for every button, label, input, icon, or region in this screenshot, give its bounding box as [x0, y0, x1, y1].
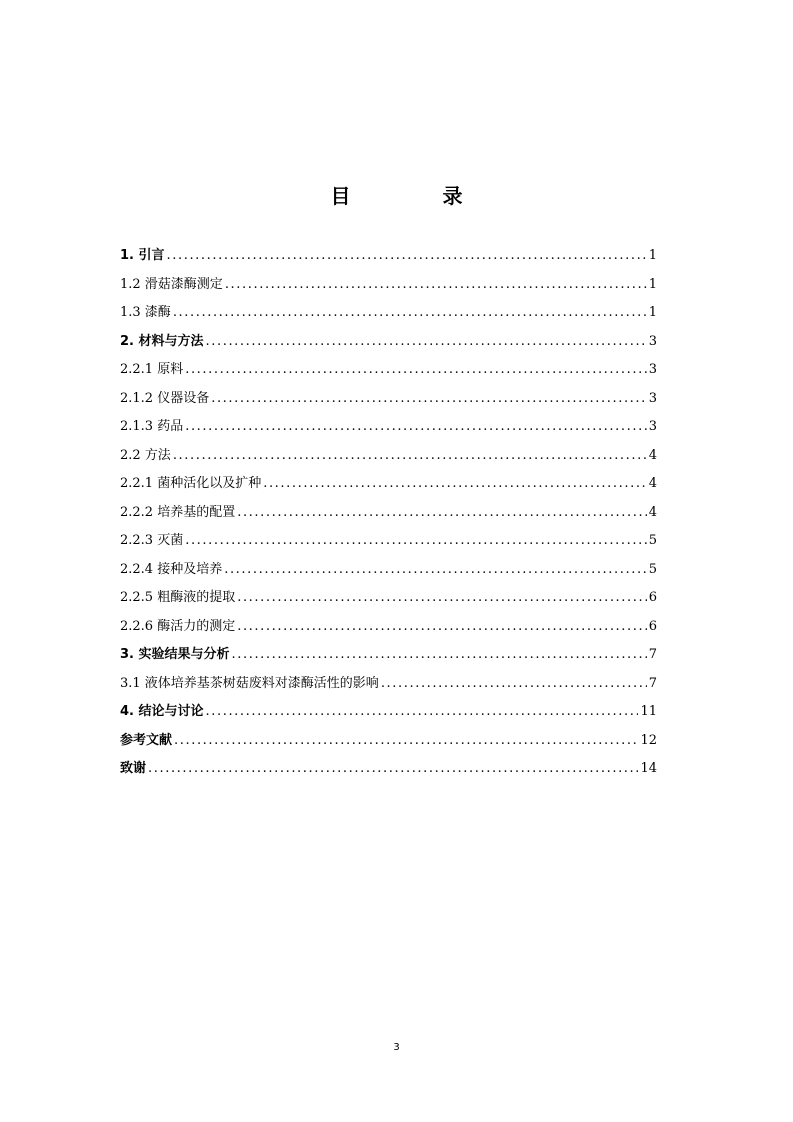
toc-entry-page: 1 — [648, 305, 657, 320]
toc-entry[interactable] — [120, 328, 657, 357]
toc-dot-leader — [263, 470, 647, 499]
toc-entry-label: 2.2.3 灭菌 — [120, 533, 184, 548]
toc-dot-leader — [185, 413, 647, 442]
toc-entry-page: 7 — [648, 647, 657, 662]
toc-entry-label: 2.2.4 接种及培养 — [120, 561, 223, 577]
toc-dot-leader — [185, 356, 647, 385]
toc-entry-label: 1.3 漆酶 — [120, 305, 171, 320]
page-title: 目 录 — [330, 184, 499, 208]
toc-entry-page: 7 — [648, 675, 657, 691]
toc-entry[interactable] — [120, 442, 657, 471]
toc-entry-page: 4 — [648, 447, 657, 463]
toc-entry-page: 4 — [648, 476, 657, 491]
toc-entry-label: 2.1.2 仪器设备 — [120, 390, 210, 406]
toc-entry-label: 致谢 — [120, 761, 147, 776]
toc-entry[interactable] — [120, 670, 657, 699]
toc-entry[interactable] — [120, 413, 657, 442]
toc-entry-label: 2.2.5 粗酶液的提取 — [120, 590, 236, 605]
toc-entry-page: 5 — [648, 561, 657, 577]
toc-entry[interactable] — [120, 613, 657, 642]
toc-entry-page: 1 — [648, 248, 657, 263]
toc-entry-label: 2.2.6 酶活力的测定 — [120, 618, 236, 634]
table-of-contents — [120, 242, 657, 784]
toc-entry[interactable] — [120, 470, 657, 499]
toc-entry-page: 3 — [648, 419, 657, 434]
toc-entry-label: 2.2 方法 — [120, 447, 171, 463]
toc-entry-page: 4 — [648, 504, 657, 520]
toc-dot-leader — [237, 613, 647, 642]
toc-entry-page: 3 — [648, 362, 657, 377]
toc-entry-label: 2.2.2 培养基的配置 — [120, 504, 236, 520]
toc-dot-leader — [211, 385, 647, 414]
toc-dot-leader — [237, 584, 647, 613]
toc-entry[interactable] — [120, 271, 657, 300]
toc-dot-leader — [237, 499, 647, 528]
toc-entry-label: 2.1.3 药品 — [120, 419, 184, 434]
toc-entry[interactable] — [120, 641, 657, 670]
toc-entry-label: 3.1 液体培养基茶树菇废料对漆酶活性的影响 — [120, 675, 379, 691]
toc-entry[interactable] — [120, 385, 657, 414]
toc-entry-label: 3. 实验结果与分析 — [120, 647, 230, 662]
toc-dot-leader — [206, 328, 647, 357]
toc-dot-leader — [148, 755, 638, 784]
toc-dot-leader — [206, 698, 639, 727]
toc-entry[interactable] — [120, 556, 657, 585]
toc-dot-leader — [381, 670, 647, 699]
toc-dot-leader — [173, 442, 647, 471]
toc-entry-label: 2.2.1 菌种活化以及扩种 — [120, 476, 262, 491]
toc-entry-label: 1. 引言 — [120, 248, 165, 263]
toc-dot-leader — [185, 527, 647, 556]
toc-entry[interactable] — [120, 727, 657, 756]
toc-entry-page: 12 — [640, 732, 657, 748]
toc-entry[interactable] — [120, 527, 657, 556]
toc-entry[interactable] — [120, 356, 657, 385]
toc-dot-leader — [167, 242, 647, 271]
toc-entry-label: 1.2 滑菇漆酶测定 — [120, 276, 223, 292]
toc-entry-page: 6 — [648, 590, 657, 605]
toc-entry-page: 3 — [648, 390, 657, 406]
toc-entry[interactable] — [120, 299, 657, 328]
toc-entry[interactable] — [120, 499, 657, 528]
toc-entry-page: 14 — [640, 761, 657, 776]
toc-entry-label: 参考文献 — [120, 732, 173, 748]
toc-entry-page: 11 — [640, 704, 657, 719]
toc-entry[interactable] — [120, 755, 657, 784]
toc-entry-label: 2. 材料与方法 — [120, 333, 204, 349]
toc-entry-page: 3 — [648, 333, 657, 349]
toc-dot-leader — [225, 271, 647, 300]
toc-entry[interactable] — [120, 242, 657, 271]
toc-dot-leader — [224, 556, 647, 585]
toc-entry[interactable] — [120, 698, 657, 727]
toc-entry-page: 6 — [648, 618, 657, 634]
toc-entry-label: 2.2.1 原料 — [120, 362, 184, 377]
toc-entry-page: 1 — [648, 276, 657, 292]
toc-dot-leader — [173, 299, 647, 328]
toc-dot-leader — [232, 641, 647, 670]
toc-entry-label: 4. 结论与讨论 — [120, 704, 204, 719]
page-number: 3 — [393, 1042, 400, 1053]
toc-entry[interactable] — [120, 584, 657, 613]
toc-dot-leader — [174, 727, 638, 756]
toc-entry-page: 5 — [648, 533, 657, 548]
